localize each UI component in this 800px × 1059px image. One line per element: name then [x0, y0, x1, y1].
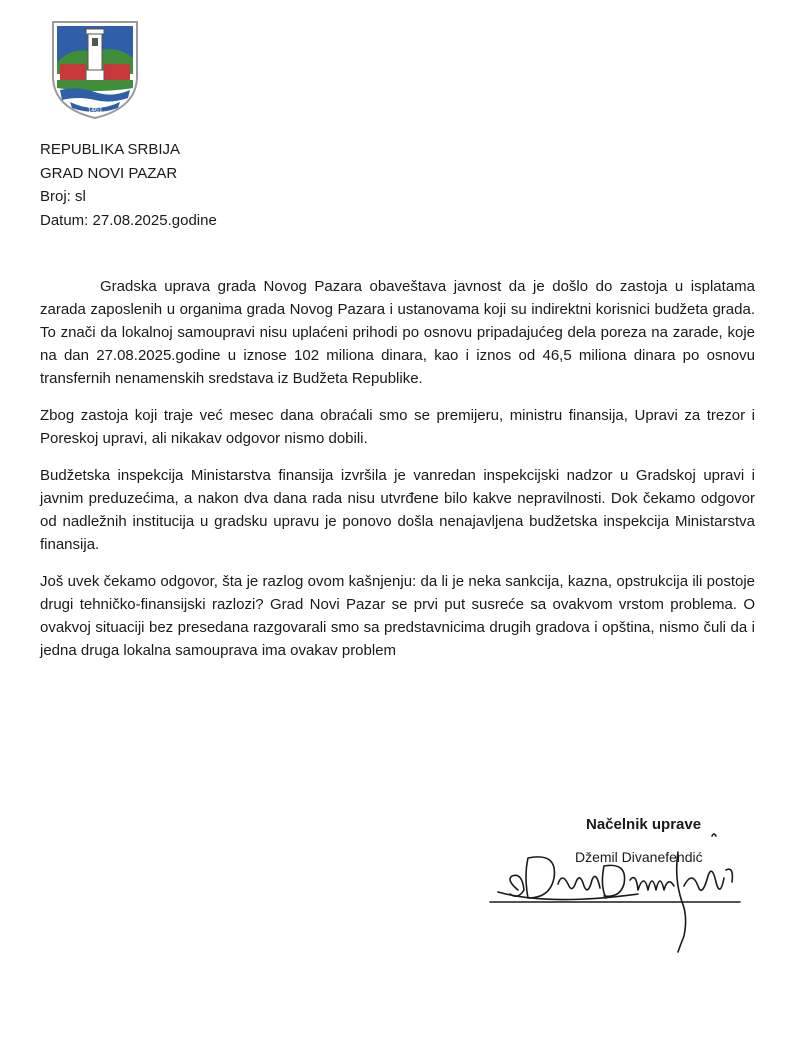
document-body: [40, 275, 755, 676]
paragraph-4: Još uvek čekamo odgovor, šta je razlog ovom kašnjenju: da li je neka sankcija, kazna, opstrukcija ili postoje drugi tehničko-finansijski razlozi? Grad Novi Pazar se prvi put susreće sa ovakvom vrstom problema. O ovakvoj situaciji bez presedana razgovarali smo sa predstavnicima drugih gradova i opština, nismo čuli da i jedna druga lokalna samouprava ima ovakav problem: [40, 573, 755, 659]
signature-title: Načelnik uprave: [586, 816, 702, 833]
signature-name: Džemil Divanefendić: [575, 849, 703, 865]
crest-year: 1461: [87, 107, 103, 114]
header-country: REPUBLIKA SRBIJA: [40, 141, 181, 158]
city-crest-icon: [48, 16, 142, 120]
paragraph-2: Zbog zastoja koji traje već mesec dana obraćali smo se premijeru, ministru finansija, Upravi za trezor i Poreskoj upravi, ali nikakav odgovor nismo dobili.: [40, 407, 755, 447]
paragraph-1: Gradska uprava grada Novog Pazara obaveštava javnost da je došlo do zastoja u isplatama zarada zaposlenih u organima grada Novog Pazara i ustanovama koji su indirektni korisnici budžeta grada. To znači da lokalnoj samoupravi nisu uplaćeni prihodi po osnovu pripadajućeg dela poreza na zarade, koje na dan 27.08.2025.godine u iznose 102 miliona dinara, kao i iznos od 46,5 miliona dinara po osnovu transfernih nenamenskih sredstava iz Budžeta Republike.: [40, 278, 755, 387]
header-city: GRAD NOVI PAZAR: [40, 164, 178, 182]
paragraph-3: Budžetska inspekcija Ministarstva finansija izvršila je vanredan inspekcijski nadzor u Gradskoj upravi i javnim preduzećima, a nakon dva dana rada nisu utvrđene bilo kakve nepravilnosti. Dok čekamo odgovor od nadležnih institucija u gradsku upravu je ponovo došla nenajavljena budžetska inspekcija Ministarstva finansija.: [40, 467, 755, 553]
header-date: Datum: 27.08.2025.godine: [40, 211, 217, 229]
handwritten-signature-icon: [488, 806, 748, 956]
document-header: [40, 138, 217, 232]
header-number: Broj: sl: [40, 188, 86, 205]
